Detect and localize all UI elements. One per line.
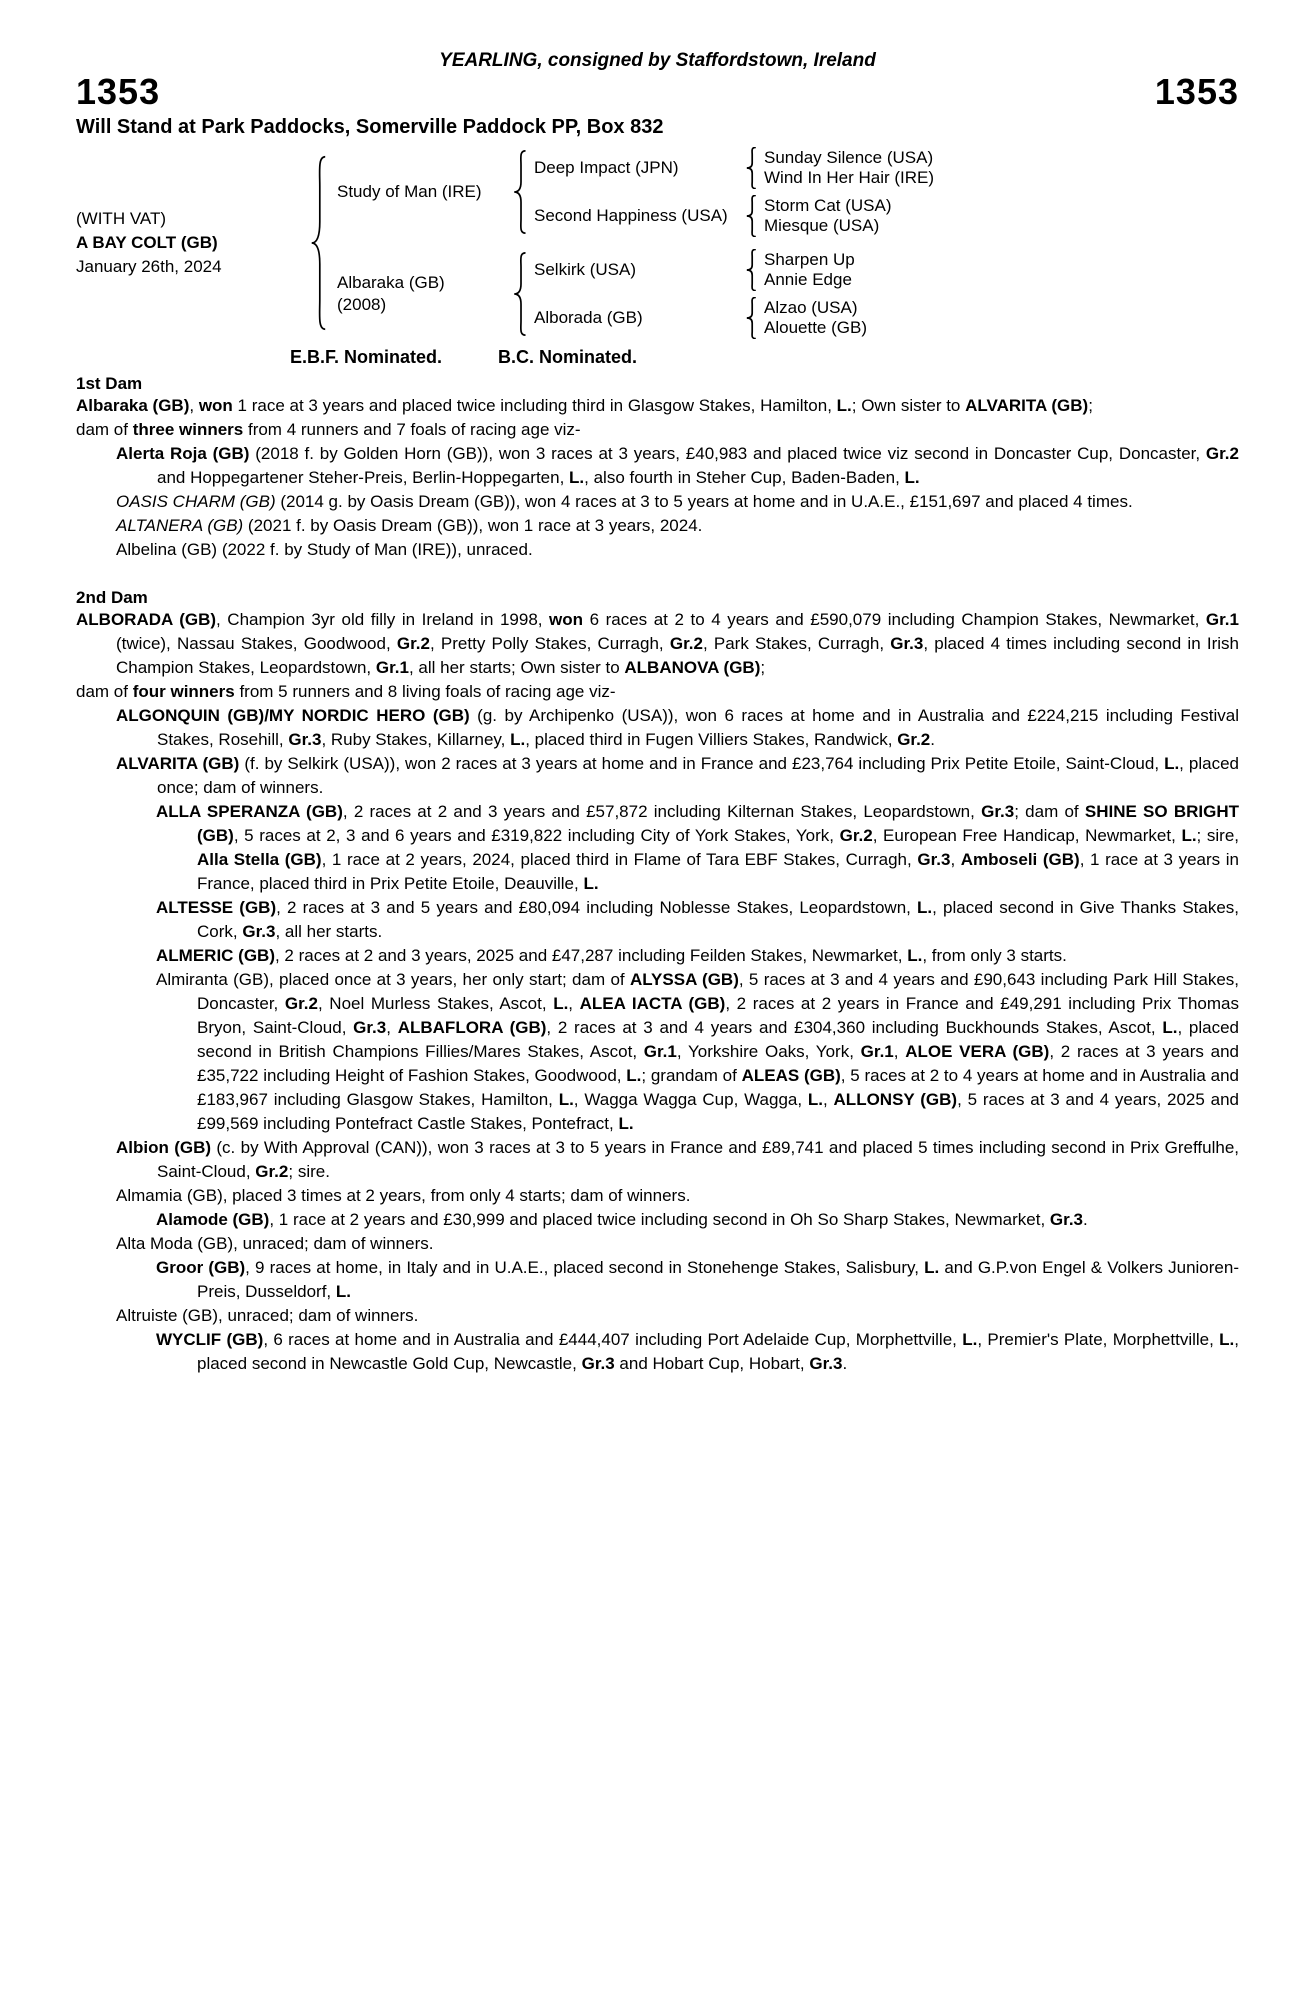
dam-dam-branch (534, 297, 867, 339)
pedigree-tree (76, 147, 1239, 339)
pedigree-paragraph: ALMERIC (GB), 2 races at 2 and 3 years, 2025 and £47,287 including Feilden Stakes, Newmarket, L., from only 3 starts. (156, 946, 1067, 965)
pedigree-paragraph: ALGONQUIN (GB)/MY NORDIC HERO (GB) (g. by Archipenko (USA)), won 6 races at home and in Australia and £224,215 including Festival Stakes, Rosehill, Gr.3, Ruby Stakes, Killarney, L., placed third in Fugen Villiers Stakes, Randwick, Gr.2. (116, 706, 1239, 749)
sire-sire-branch (534, 147, 934, 189)
lot-row (76, 71, 1239, 112)
pedigree-paragraph: ALTANERA (GB) (2021 f. by Oasis Dream (GB)), won 1 race at 3 years, 2024. (116, 516, 703, 535)
brace-icon (745, 147, 757, 189)
dam-name-block (337, 272, 505, 316)
dam-section (76, 588, 1239, 1376)
brace-icon (745, 249, 757, 291)
foaling-date: January 26th, 2024 (76, 257, 222, 276)
pedigree-paragraph: dam of three winners from 4 runners and 7 foals of racing age viz- (76, 420, 581, 439)
pedigree-paragraph: ALLA SPERANZA (GB), 2 races at 2 and 3 years and £57,872 including Kilternan Stakes, Leopardstown, Gr.3; dam of SHINE SO BRIGHT (GB), 5 races at 2, 3 and 6 years and £319,822 including City of York Stakes, York, Gr.2, European Free Handicap, Newmarket, L.; sire, Alla Stella (GB), 1 race at 2 years, 2024, placed third in Flame of Tara EBF Stakes, Curragh, Gr.3, Amboseli (GB), 1 race at 3 years in France, placed third in Prix Petite Etoile, Deauville, L. (156, 802, 1240, 893)
brace-icon (745, 195, 757, 237)
pedigree-paragraph: Albelina (GB) (2022 f. by Study of Man (IRE)), unraced. (116, 540, 533, 559)
dam-sections (76, 374, 1239, 1376)
vat-note: (WITH VAT) (76, 209, 167, 228)
pedigree-paragraph: ALBORADA (GB), Champion 3yr old filly in Ireland in 1998, won 6 races at 2 to 4 years and £590,079 including Champion Stakes, Newmarket, Gr.1 (twice), Nassau Stakes, Goodwood, Gr.2, Pretty Polly Stakes, Curragh, Gr.2, Park Stakes, Curragh, Gr.3, placed 4 times including second in Irish Champion Stakes, Leopardstown, Gr.1, all her starts; Own sister to ALBANOVA (GB); (76, 610, 1239, 677)
dam-sire-dam-name: Annie Edge (764, 270, 852, 289)
pedigree-paragraph: Almamia (GB), placed 3 times at 2 years, from only 4 starts; dam of winners. (116, 1186, 691, 1205)
lot-number-right: 1353 (1154, 71, 1239, 112)
brace-icon (745, 297, 757, 339)
horse-description: A BAY COLT (GB) (76, 233, 218, 252)
pedigree-paragraph: Albion (GB) (c. by With Approval (CAN)), won 3 races at 3 to 5 years in France and £89,741 and placed 5 times including second in Prix Greffulhe, Saint-Cloud, Gr.2; sire. (116, 1138, 1239, 1181)
sire-sire-name: Deep Impact (JPN) (534, 158, 679, 177)
dam-name: Albaraka (GB) (337, 273, 445, 292)
stand-location: Will Stand at Park Paddocks, Somerville Paddock PP, Box 832 (76, 116, 664, 138)
dam-section (76, 374, 1239, 562)
dam-dam-sire-name: Alzao (USA) (764, 298, 858, 317)
brace-icon (512, 150, 527, 234)
dam-year: (2008) (337, 295, 387, 314)
dam-sire-sire-name: Sharpen Up (764, 250, 855, 269)
pedigree-paragraph: dam of four winners from 5 runners and 8 living foals of racing age viz- (76, 682, 616, 701)
pedigree-paragraph: ALVARITA (GB) (f. by Selkirk (USA)), won 2 races at 3 years at home and in France and £23,764 including Prix Petite Etoile, Saint-Cloud, L., placed once; dam of winners. (116, 754, 1239, 797)
sire-dam-sire-name: Storm Cat (USA) (764, 196, 892, 215)
ebf-nominated-label: E.B.F. Nominated. (290, 347, 443, 367)
dam-sire-branch (534, 249, 867, 291)
dam-heading: 2nd Dam (76, 588, 148, 607)
pedigree-paragraph: OASIS CHARM (GB) (2014 g. by Oasis Dream (GB)), won 4 races at 3 to 5 years at home and in U.A.E., £151,697 and placed 4 times. (116, 492, 1133, 511)
lot-info (76, 207, 302, 279)
pedigree-paragraph: Albaraka (GB), won 1 race at 3 years and placed twice including third in Glasgow Stakes, Hamilton, L.; Own sister to ALVARITA (GB); (76, 396, 1093, 415)
sire-sire-sire-name: Sunday Silence (USA) (764, 148, 934, 167)
dam-heading: 1st Dam (76, 374, 143, 393)
lot-number-left: 1353 (76, 71, 161, 112)
sire-dam-dam-name: Miesque (USA) (764, 216, 880, 235)
dam-dam-name: Alborada (GB) (534, 308, 643, 327)
pedigree-paragraph: Groor (GB), 9 races at home, in Italy and in U.A.E., placed second in Stonehenge Stakes, Salisbury, L. and G.P.von Engel & Volkers Junioren-Preis, Dusseldorf, L. (156, 1258, 1239, 1301)
sire-branch (337, 147, 934, 237)
sire-sire-dam-name: Wind In Her Hair (IRE) (764, 168, 935, 187)
nominations (290, 347, 1239, 368)
bc-nominated-label: B.C. Nominated. (498, 347, 638, 367)
dam-sire-name: Selkirk (USA) (534, 260, 637, 279)
pedigree-paragraph: WYCLIF (GB), 6 races at home and in Australia and £444,407 including Port Adelaide Cup, Morphettville, L., Premier's Plate, Morphettville, L., placed second in Newcastle Gold Cup, Newcastle, Gr.3 and Hobart Cup, Hobart, Gr.3. (156, 1330, 1239, 1373)
brace-icon (309, 155, 327, 331)
pedigree-paragraph: ALTESSE (GB), 2 races at 3 and 5 years and £80,094 including Noblesse Stakes, Leopardstown, L., placed second in Give Thanks Stakes, Cork, Gr.3, all her starts. (156, 898, 1240, 941)
sire-dam-name: Second Happiness (USA) (534, 206, 728, 225)
pedigree-paragraph: Alamode (GB), 1 race at 2 years and £30,999 and placed twice including second in Oh So Sharp Stakes, Newmarket, Gr.3. (156, 1210, 1088, 1229)
pedigree-generation-1 (337, 147, 934, 339)
pedigree-paragraph: Alta Moda (GB), unraced; dam of winners. (116, 1234, 434, 1253)
brace-icon (512, 252, 527, 336)
pedigree-paragraph: Alerta Roja (GB) (2018 f. by Golden Horn (GB)), won 3 races at 3 years, £40,983 and placed twice viz second in Doncaster Cup, Doncaster, Gr.2 and Hoppegartener Steher-Preis, Berlin-Hoppegarten, L., also fourth in Steher Cup, Baden-Baden, L. (116, 444, 1239, 487)
pedigree-paragraph: Almiranta (GB), placed once at 3 years, her only start; dam of ALYSSA (GB), 5 races at 3 and 4 years and £90,643 including Park Hill Stakes, Doncaster, Gr.2, Noel Murless Stakes, Ascot, L., ALEA IACTA (GB), 2 races at 2 years in France and £49,291 including Prix Thomas Bryon, Saint-Cloud, Gr.3, ALBAFLORA (GB), 2 races at 3 and 4 years and £304,360 including Buckhounds Stakes, Ascot, L., placed second in British Champions Fillies/Mares Stakes, Ascot, Gr.1, Yorkshire Oaks, York, Gr.1, ALOE VERA (GB), 2 races at 3 years and £35,722 including Height of Fashion Stakes, Goodwood, L.; grandam of ALEAS (GB), 5 races at 2 to 4 years at home and in Australia and £183,967 including Glasgow Stakes, Hamilton, L., Wagga Wagga Cup, Wagga, L., ALLONSY (GB), 5 races at 3 and 4 years, 2025 and £99,569 including Pontefract Castle Stakes, Pontefract, L. (156, 970, 1240, 1133)
dam-branch (337, 249, 934, 339)
pedigree-paragraph: Altruiste (GB), unraced; dam of winners. (116, 1306, 419, 1325)
dam-dam-dam-name: Alouette (GB) (764, 318, 867, 337)
sire-dam-branch (534, 195, 934, 237)
consignor-header: YEARLING, consigned by Staffordstown, Ireland (439, 50, 876, 71)
sire-name: Study of Man (IRE) (337, 182, 482, 201)
